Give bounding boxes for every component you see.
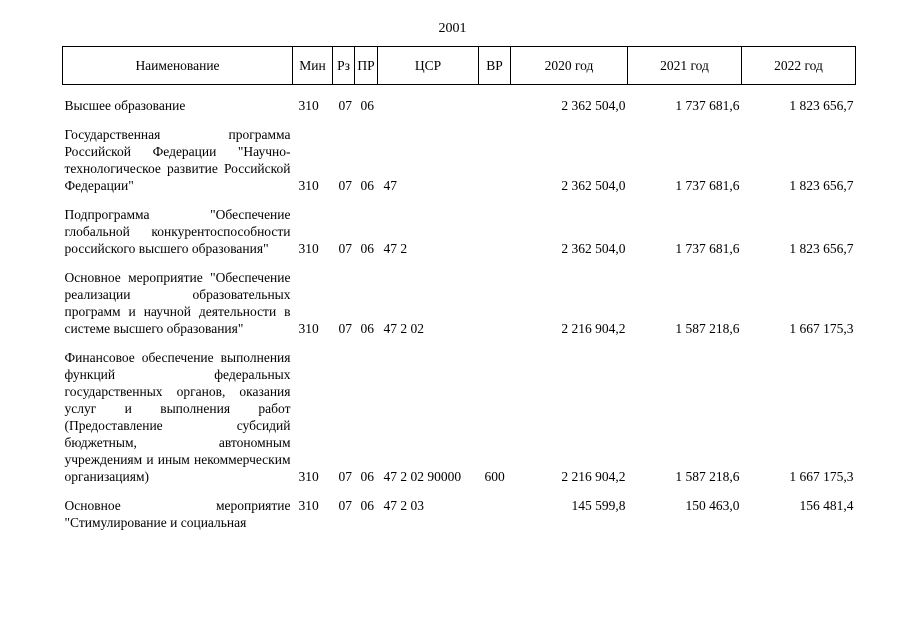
row-vr (479, 497, 511, 531)
row-name: Высшее образование (64, 98, 186, 113)
header-name: Наименование (63, 47, 293, 85)
row-2020: 2 362 504,0 (561, 241, 626, 256)
row-vr: 600 (484, 469, 505, 484)
row-2021: 1 587 218,6 (675, 321, 740, 336)
row-rz: 07 (338, 469, 352, 484)
row-2021: 150 463,0 (685, 498, 740, 513)
row-vr (479, 269, 511, 337)
row-csr: 47 2 (383, 241, 408, 256)
row-2021: 1 737 681,6 (675, 241, 740, 256)
row-name: Подпрограмма "Обеспечение глобальной конкурентоспособности российского высшего образования" (64, 207, 291, 256)
row-pr: 06 (360, 178, 374, 193)
row-min: 310 (298, 241, 319, 256)
table-row (63, 206, 856, 257)
row-2020: 145 599,8 (571, 498, 626, 513)
header-vr: ВР (479, 47, 511, 85)
page-number: 2001 (438, 21, 467, 36)
row-2020: 2 362 504,0 (561, 98, 626, 113)
row-csr: 47 2 03 (383, 498, 424, 513)
row-name: Основное мероприятие "Обеспечение реализации образовательных программ и научной деятельности в системе высшего образования" (64, 270, 291, 336)
row-2022: 1 823 656,7 (789, 98, 854, 113)
table-row (63, 269, 856, 337)
row-vr (479, 97, 511, 114)
row-rz: 07 (338, 98, 352, 113)
header-2021: 2021 год (628, 47, 742, 85)
table-header (63, 47, 856, 85)
table-row (63, 97, 856, 114)
row-min: 310 (298, 498, 319, 513)
row-pr: 06 (360, 321, 374, 336)
row-name: Государственная программа Российской Федерации "Научно-технологическое развитие Российской Федерации" (64, 127, 291, 193)
row-rz: 07 (338, 241, 352, 256)
row-2021: 1 737 681,6 (675, 98, 740, 113)
row-pr: 06 (360, 98, 374, 113)
row-2022: 1 823 656,7 (789, 241, 854, 256)
row-pr: 06 (360, 469, 374, 484)
row-pr: 06 (360, 241, 374, 256)
table-row (63, 497, 856, 531)
row-2020: 2 216 904,2 (561, 321, 626, 336)
row-2022: 1 667 175,3 (789, 321, 854, 336)
row-rz: 07 (338, 498, 352, 513)
header-min: Мин (293, 47, 333, 85)
row-2022: 156 481,4 (799, 498, 854, 513)
table-row (63, 349, 856, 485)
header-csr: ЦСР (378, 47, 479, 85)
table-row (63, 126, 856, 194)
header-rz: Рз (333, 47, 355, 85)
row-csr: 47 2 02 (383, 321, 424, 336)
row-2020: 2 362 504,0 (561, 178, 626, 193)
row-2021: 1 587 218,6 (675, 469, 740, 484)
row-rz: 07 (338, 321, 352, 336)
row-name: Основное мероприятие "Стимулирование и социальная (64, 498, 291, 530)
row-min: 310 (298, 98, 319, 113)
row-name: Финансовое обеспечение выполнения функций федеральных государственных органов, оказания услуг и выполнения работ (Предоставление субсидий бюджетным, автономным учреждениям и иным некоммерческим организациям) (64, 350, 291, 484)
row-min: 310 (298, 469, 319, 484)
row-csr: 47 2 02 90000 (383, 469, 462, 484)
row-rz: 07 (338, 178, 352, 193)
header-2022: 2022 год (742, 47, 856, 85)
header-2020: 2020 год (511, 47, 628, 85)
row-csr: 47 (383, 178, 397, 193)
row-csr (378, 97, 479, 114)
row-2022: 1 667 175,3 (789, 469, 854, 484)
row-2021: 1 737 681,6 (675, 178, 740, 193)
row-min: 310 (298, 178, 319, 193)
row-2022: 1 823 656,7 (789, 178, 854, 193)
budget-table (62, 46, 856, 531)
row-vr (479, 206, 511, 257)
row-vr (479, 126, 511, 194)
row-pr: 06 (360, 498, 374, 513)
row-min: 310 (298, 321, 319, 336)
header-pr: ПР (355, 47, 378, 85)
row-2020: 2 216 904,2 (561, 469, 626, 484)
